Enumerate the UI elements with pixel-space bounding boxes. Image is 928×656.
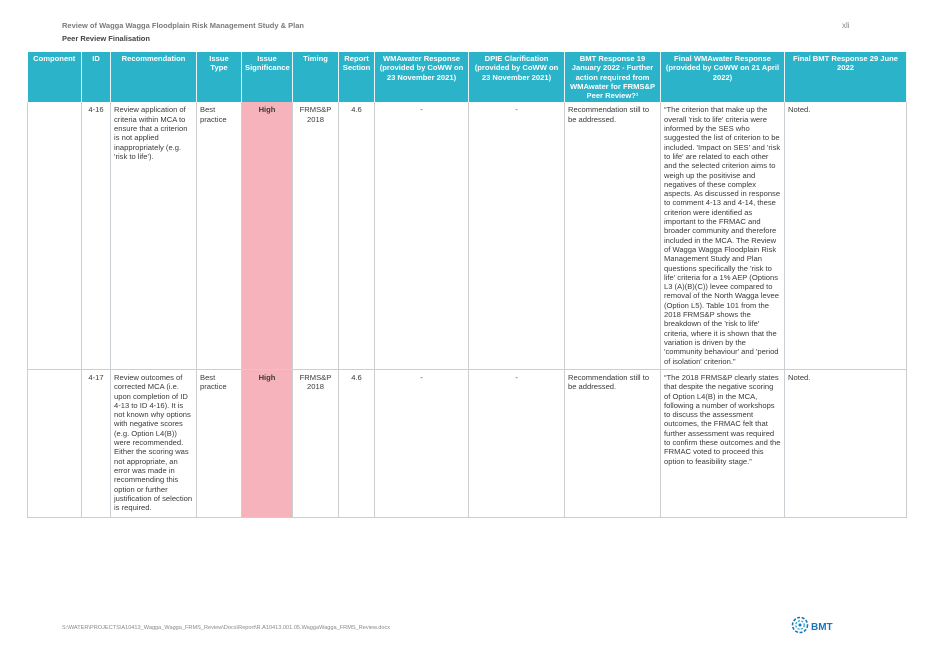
cell-issue-significance: High [242, 369, 293, 517]
cell-timing: FRMS&P 2018 [293, 102, 339, 369]
file-path-footer: S:\WATER\PROJECTS\A10413_Wagga_Wagga_FRMS_Review\Docs\Report\R.A10413.001.05.WaggaWagga_FRMS_Review.docx [62, 625, 391, 631]
page-number: xli [842, 21, 850, 30]
col-header-component: Component [28, 52, 82, 102]
col-header-wmawater-response: WMAwater Response (provided by CoWW on 23 November 2021) [375, 52, 469, 102]
cell-final-wmawater-response: “The 2018 FRMS&P clearly states that despite the negative scoring of Option L4(B) in the MCA, following a number of workshops to discuss the assessment outcomes, the FRMAC felt that further assessment was required to confirm these outcomes and the FRMAC voted to proceed this option to feasibility stage.” [661, 369, 785, 517]
cell-final-bmt-response: Noted. [785, 369, 907, 517]
col-header-bmt-response: BMT Response 19 January 2022 - Further action required from WMAwater for FRMS&P Peer Review?¹ [565, 52, 661, 102]
col-header-issue-type: Issue Type [197, 52, 242, 102]
table-header-row [28, 52, 907, 102]
cell-bmt-response: Recommendation still to be addressed. [565, 369, 661, 517]
cell-wmawater-response: - [375, 102, 469, 369]
document-subtitle: Peer Review Finalisation [62, 34, 150, 43]
cell-id: 4-16 [82, 102, 111, 369]
table-row [28, 102, 907, 369]
document-title: Review of Wagga Wagga Floodplain Risk Management Study & Plan [62, 21, 304, 30]
bmt-logo [791, 616, 833, 639]
bmt-swirl-icon [791, 616, 809, 639]
cell-id: 4-17 [82, 369, 111, 517]
col-header-recommendation: Recommendation [111, 52, 197, 102]
cell-issue-significance: High [242, 102, 293, 369]
col-header-timing: Timing [293, 52, 339, 102]
cell-issue-type: Best practice [197, 102, 242, 369]
cell-component [28, 369, 82, 517]
cell-issue-type: Best practice [197, 369, 242, 517]
col-header-final-wmawater-response: Final WMAwater Response (provided by CoWW on 21 April 2022) [661, 52, 785, 102]
cell-report-section: 4.6 [339, 102, 375, 369]
cell-final-wmawater-response: “The criterion that make up the overall 'risk to life' criteria were informed by the SES who suggested the list of criterion to be included. 'Impact on SES' and 'risk to life' are related to each other and the selected criterion aims to weigh up the positivise and negatives of these complex aspects. As discussed in response to comment 4-13 and 4-14, these criterion were identified as important to the FRMAC and broader community and therefore included in the MCA. The Review of Wagga Wagga Floodplain Risk Management Study and Plan questions specifically the 'risk to life' criteria for a 1% AEP (Options L3 (A)(B)(C)) levee compared to removal of the North Wagga levee (Option L5). Table 101 from the 2018 FRMS&P shows the breakdown of the 'risk to life' criteria, where it is shown that the variation is driven by the 'community behaviour' and 'period of isolation' criterion.” [661, 102, 785, 369]
cell-recommendation: Review outcomes of corrected MCA (i.e. upon completion of ID 4-13 to ID 4-16). It is not known why options with negative scores (e.g. Option L4(B)) were recommended. Either the scoring was not appropriate, an error was made in recommending this option or further justification of selection is required. [111, 369, 197, 517]
table-row [28, 369, 907, 517]
cell-wmawater-response: - [375, 369, 469, 517]
col-header-issue-significance: Issue Significance [242, 52, 293, 102]
col-header-report-section: Report Section [339, 52, 375, 102]
col-header-id: ID [82, 52, 111, 102]
cell-final-bmt-response: Noted. [785, 102, 907, 369]
cell-bmt-response: Recommendation still to be addressed. [565, 102, 661, 369]
col-header-final-bmt-response: Final BMT Response 29 June 2022 [785, 52, 907, 102]
cell-timing: FRMS&P 2018 [293, 369, 339, 517]
cell-component [28, 102, 82, 369]
bmt-logo-text: BMT [811, 622, 833, 633]
cell-recommendation: Review application of criteria within MCA to ensure that a criterion is not applied inappropriately (e.g. 'risk to life'). [111, 102, 197, 369]
cell-dpie-clarification: - [469, 369, 565, 517]
cell-report-section: 4.6 [339, 369, 375, 517]
col-header-dpie-clarification: DPIE Clarification (provided by CoWW on 23 November 2021) [469, 52, 565, 102]
cell-dpie-clarification: - [469, 102, 565, 369]
peer-review-table [27, 52, 907, 518]
